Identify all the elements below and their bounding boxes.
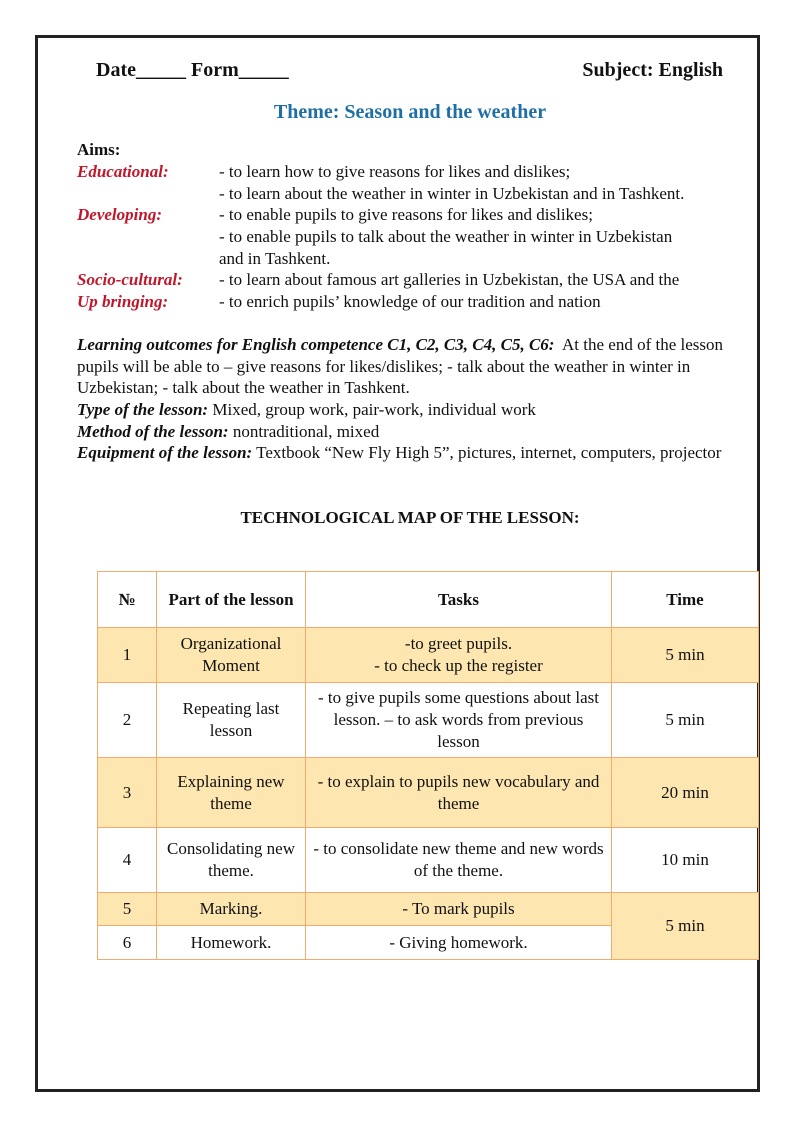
row-tasks: - to consolidate new theme and new words of the theme. (306, 828, 612, 893)
aim-up-bringing-line: - to enrich pupils’ knowledge of our tradition and nation (219, 292, 601, 311)
row-part: Consolidating new theme. (157, 828, 306, 893)
row-tasks: - To mark pupils (306, 893, 612, 926)
row-number: 3 (98, 758, 157, 828)
header-time: Time (612, 572, 759, 628)
learning-outcomes (77, 334, 747, 399)
aim-educational-line: - to learn about the weather in winter in Uzbekistan and in Tashkent. (219, 184, 685, 203)
lesson-equipment-label: Equipment of the lesson: (77, 443, 253, 462)
row-time: 5 min (612, 628, 759, 683)
header-tasks: Tasks (306, 572, 612, 628)
aim-developing-label: Developing: (77, 205, 162, 224)
row-number: 1 (98, 628, 157, 683)
table-row (98, 828, 759, 893)
row-time: 20 min (612, 758, 759, 828)
table-row (98, 893, 759, 926)
header-part: Part of the lesson (157, 572, 306, 628)
row-part: Homework. (157, 926, 306, 960)
aim-educational-label: Educational: (77, 162, 169, 181)
row-number: 2 (98, 683, 157, 758)
row-part: Explaining new theme (157, 758, 306, 828)
aim-developing-line: - to enable pupils to give reasons for likes and dislikes; (219, 205, 593, 224)
row-tasks: -to greet pupils. - to check up the register (306, 628, 612, 683)
table-row (98, 628, 759, 683)
row-part: Marking. (157, 893, 306, 926)
lesson-method (77, 421, 747, 443)
aim-developing-line: - to enable pupils to talk about the weather in winter in Uzbekistan (219, 227, 673, 246)
date-form-line: Date_____ Form_____ (96, 59, 289, 81)
lesson-method-label: Method of the lesson: (77, 422, 229, 441)
technological-map-table (97, 571, 759, 960)
table-row (98, 758, 759, 828)
row-number: 6 (98, 926, 157, 960)
aim-developing-line: and in Tashkent. (219, 249, 331, 268)
lesson-equipment (77, 442, 747, 464)
aim-up-bringing-label: Up bringing: (77, 292, 169, 311)
lesson-theme: Theme: Season and the weather (273, 101, 547, 123)
table-header-row (98, 572, 759, 628)
technological-map-title: TECHNOLOGICAL MAP OF THE LESSON: (240, 508, 580, 527)
row-number: 5 (98, 893, 157, 926)
aim-socio-cultural-line: - to learn about famous art galleries in Uzbekistan, the USA and the (219, 270, 680, 289)
row-time: 5 min (612, 893, 759, 960)
lesson-type (77, 399, 747, 421)
row-time: 10 min (612, 828, 759, 893)
lesson-type-label: Type of the lesson: (77, 400, 209, 419)
header-number: № (98, 572, 157, 628)
row-tasks: - to explain to pupils new vocabulary and theme (306, 758, 612, 828)
lesson-equipment-text: Textbook “New Fly High 5”, pictures, internet, computers, projector (256, 443, 722, 462)
row-time: 5 min (612, 683, 759, 758)
row-tasks: - to give pupils some questions about last lesson. – to ask words from previous lesson (306, 683, 612, 758)
lesson-method-text: nontraditional, mixed (232, 422, 380, 441)
row-part: Organizational Moment (157, 628, 306, 683)
row-tasks: - Giving homework. (306, 926, 612, 960)
aim-socio-cultural-label: Socio-cultural: (77, 270, 183, 289)
subject-line: Subject: English (582, 59, 723, 81)
table-row (98, 683, 759, 758)
row-number: 4 (98, 828, 157, 893)
aims-title: Aims: (77, 140, 121, 159)
lesson-type-text: Mixed, group work, pair-work, individual work (212, 400, 536, 419)
row-part: Repeating last lesson (157, 683, 306, 758)
learning-outcomes-text: At the end of the lesson pupils will be able to – give reasons for likes/dislikes; - talk about the weather in winter in Uzbekistan; - talk about the weather in Tashkent. (77, 335, 724, 398)
aim-educational-line: - to learn how to give reasons for likes and dislikes; (219, 162, 571, 181)
learning-outcomes-label: Learning outcomes for English competence C1, C2, C3, C4, C5, C6: (77, 335, 555, 354)
